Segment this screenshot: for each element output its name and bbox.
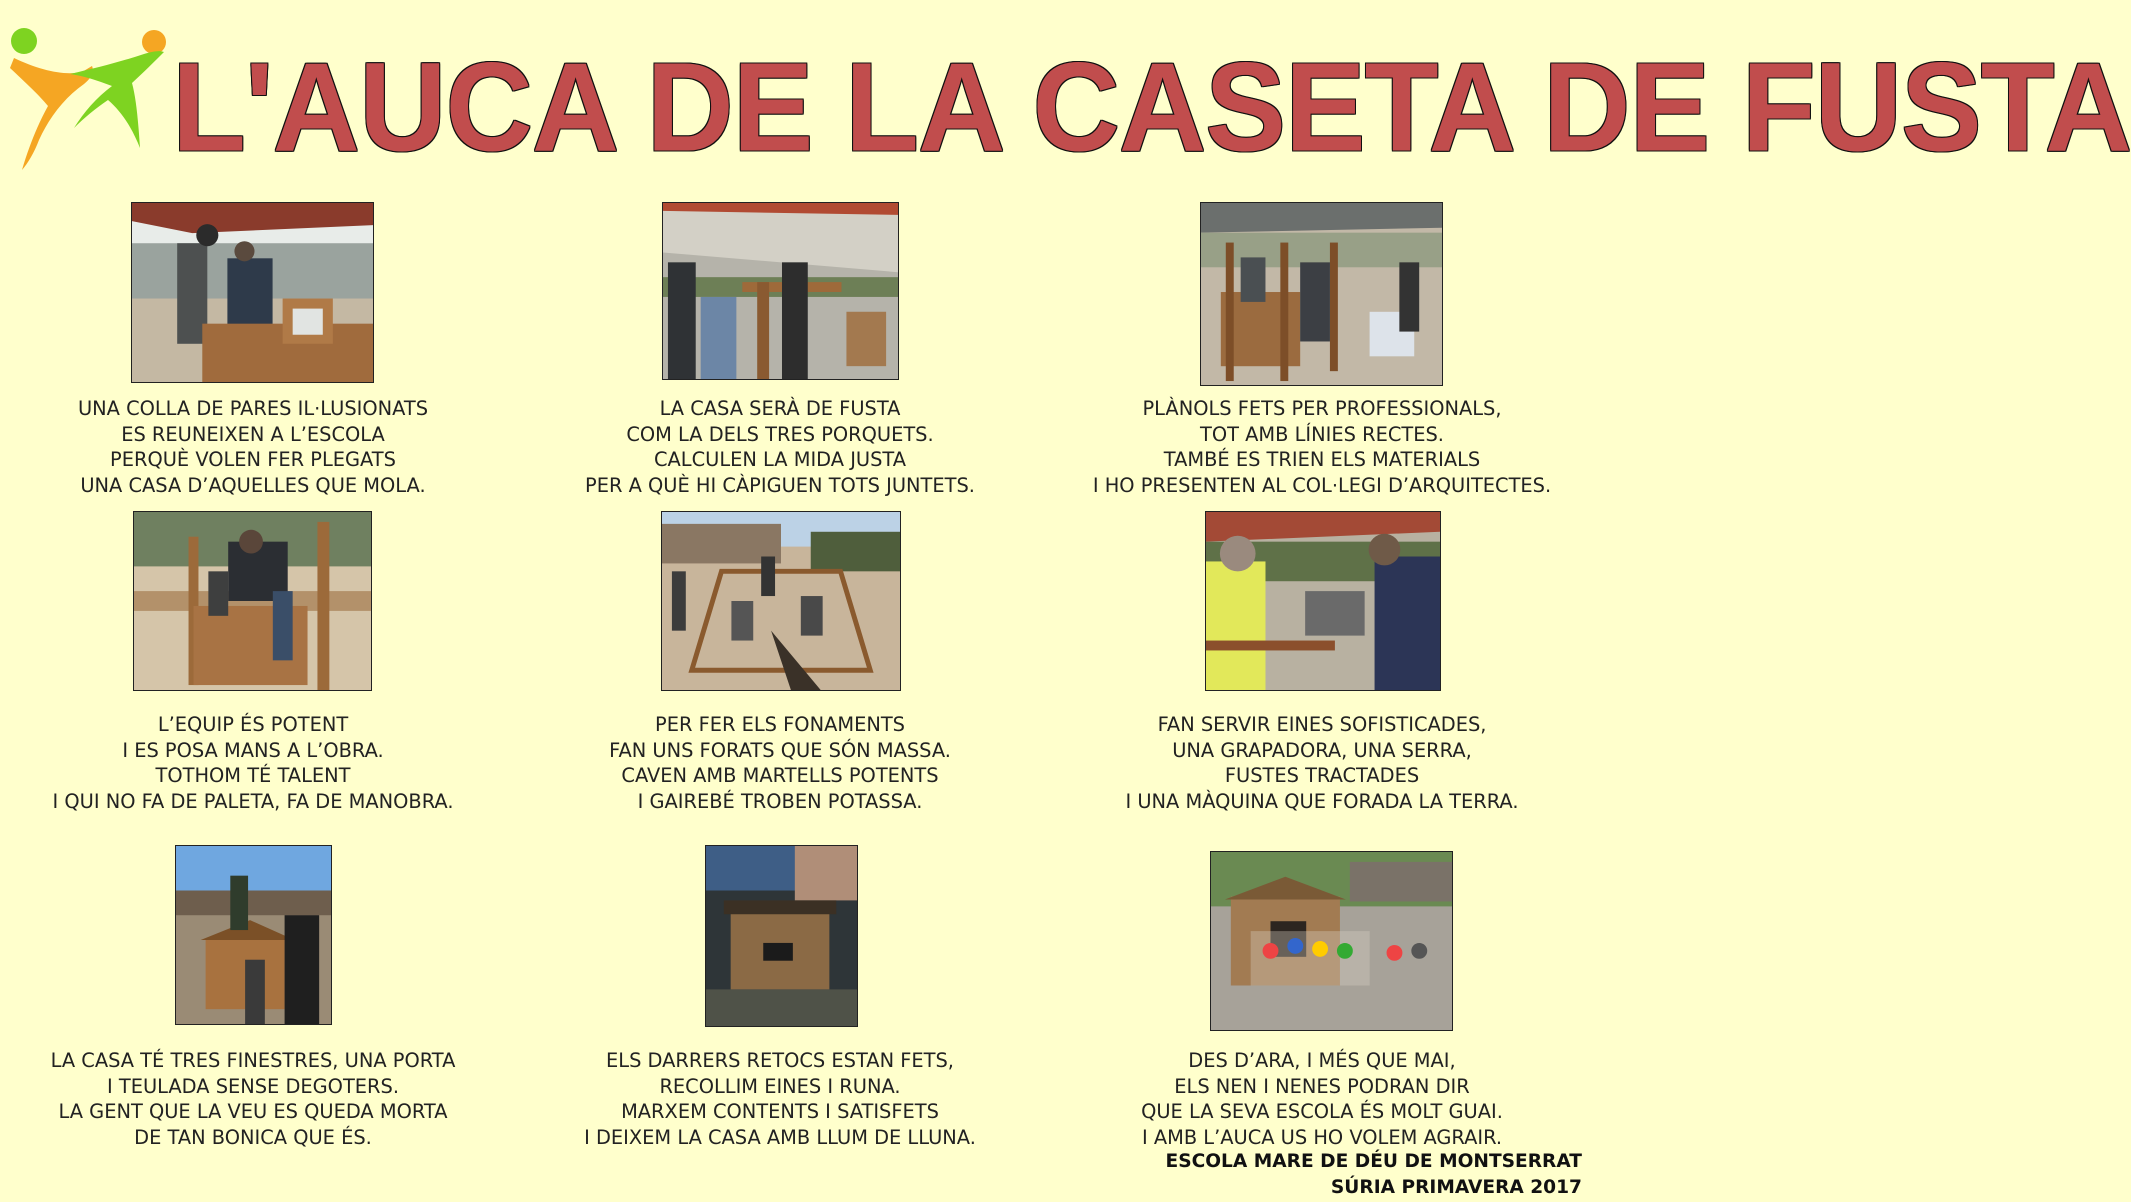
- verse-line: ES REUNEIXEN A L’ESCOLA: [121, 422, 385, 446]
- verse-line: LA CASA TÉ TRES FINESTRES, UNA PORTA: [50, 1049, 456, 1072]
- verse-line: L’EQUIP ÉS POTENT: [157, 713, 349, 736]
- verse-line: QUE LA SEVA ESCOLA ÉS MOLT GUAI.: [1141, 1100, 1503, 1123]
- verse-line: DE TAN BONICA QUE ÉS.: [134, 1125, 372, 1149]
- photo-9: [1210, 851, 1453, 1031]
- verse-line: FAN UNS FORATS QUE SÓN MASSA.: [609, 738, 951, 762]
- verse-6: [1048, 712, 1596, 814]
- photo-5: [661, 511, 901, 691]
- verse-line: UNA COLLA DE PARES IL·LUSIONATS: [77, 397, 429, 420]
- verse-line: UNA GRAPADORA, UNA SERRA,: [1172, 738, 1472, 762]
- verse-line: FAN SERVIR EINES SOFISTICADES,: [1157, 713, 1487, 736]
- verse-line: I UNA MÀQUINA QUE FORADA LA TERRA.: [1125, 789, 1519, 813]
- photo-8: [705, 845, 858, 1027]
- verse-line: I AMB L’AUCA US HO VOLEM AGRAIR.: [1141, 1125, 1503, 1149]
- verse-line: PER A QUÈ HI CÀPIGUEN TOTS JUNTETS.: [585, 473, 975, 497]
- logo-head-green: [11, 28, 37, 54]
- verse-line: CALCULEN LA MIDA JUSTA: [653, 448, 907, 471]
- verse-line: UNA CASA D’AQUELLES QUE MOLA.: [80, 473, 426, 497]
- verse-line: ELS DARRERS RETOCS ESTAN FETS,: [606, 1049, 954, 1072]
- verse-line: DES D’ARA, I MÉS QUE MAI,: [1188, 1049, 1456, 1072]
- verse-1: [8, 396, 498, 498]
- verse-line: ELS NEN I NENES PODRAN DIR: [1174, 1074, 1470, 1098]
- verse-line: MARXEM CONTENTS I SATISFETS: [621, 1100, 939, 1123]
- verse-line: PER FER ELS FONAMENTS: [655, 713, 905, 736]
- photo-7: [175, 845, 332, 1025]
- verse-4: [8, 712, 498, 814]
- verse-3: [1048, 396, 1596, 498]
- verse-line: COM LA DELS TRES PORQUETS.: [626, 422, 934, 446]
- verse-line: I HO PRESENTEN AL COL·LEGI D’ARQUITECTES.: [1092, 473, 1552, 497]
- photo-1: [131, 202, 374, 383]
- verse-9: [1048, 1048, 1596, 1150]
- logo-head-orange: [142, 30, 166, 54]
- verse-line: LA CASA SERÀ DE FUSTA: [659, 397, 901, 420]
- photo-6: [1205, 511, 1441, 691]
- verse-line: I GAIREBÉ TROBEN POTASSA.: [637, 789, 923, 813]
- verse-line: TOT AMB LÍNIES RECTES.: [1200, 422, 1444, 446]
- verse-2: [530, 396, 1030, 498]
- verse-line: I DEIXEM LA CASA AMB LLUM DE LLUNA.: [584, 1125, 976, 1149]
- verse-line: FUSTES TRACTADES: [1224, 764, 1420, 787]
- verse-line: I TEULADA SENSE DEGOTERS.: [106, 1074, 399, 1098]
- footer-credits: [1166, 1149, 1582, 1200]
- photo-3: [1200, 202, 1443, 386]
- verse-line: I ES POSA MANS A L’OBRA.: [122, 738, 384, 762]
- verse-line: I QUI NO FA DE PALETA, FA DE MANOBRA.: [52, 789, 454, 813]
- school-people-logo: [4, 28, 170, 176]
- verse-line: RECOLLIM EINES I RUNA.: [659, 1074, 901, 1098]
- verse-7: [8, 1048, 498, 1150]
- place-date: SÚRIA PRIMAVERA 2017: [1330, 1176, 1582, 1198]
- verse-line: CAVEN AMB MARTELLS POTENTS: [621, 764, 939, 787]
- verse-line: TAMBÉ ES TRIEN ELS MATERIALS: [1163, 448, 1481, 471]
- poster-title: L'AUCA DE LA CASETA DE FUSTA: [172, 36, 2131, 178]
- verse-line: LA GENT QUE LA VEU ES QUEDA MORTA: [58, 1100, 448, 1123]
- verse-line: PLÀNOLS FETS PER PROFESSIONALS,: [1142, 397, 1502, 420]
- verse-5: [530, 712, 1030, 814]
- logo-figure-green: [70, 51, 164, 148]
- photo-4: [133, 511, 372, 691]
- photo-2: [662, 202, 899, 380]
- verse-line: PERQUÈ VOLEN FER PLEGATS: [110, 448, 396, 471]
- school-name: ESCOLA MARE DE DÉU DE MONTSERRAT: [1165, 1151, 1582, 1172]
- verse-line: TOTHOM TÉ TALENT: [155, 764, 351, 787]
- verse-8: [530, 1048, 1030, 1150]
